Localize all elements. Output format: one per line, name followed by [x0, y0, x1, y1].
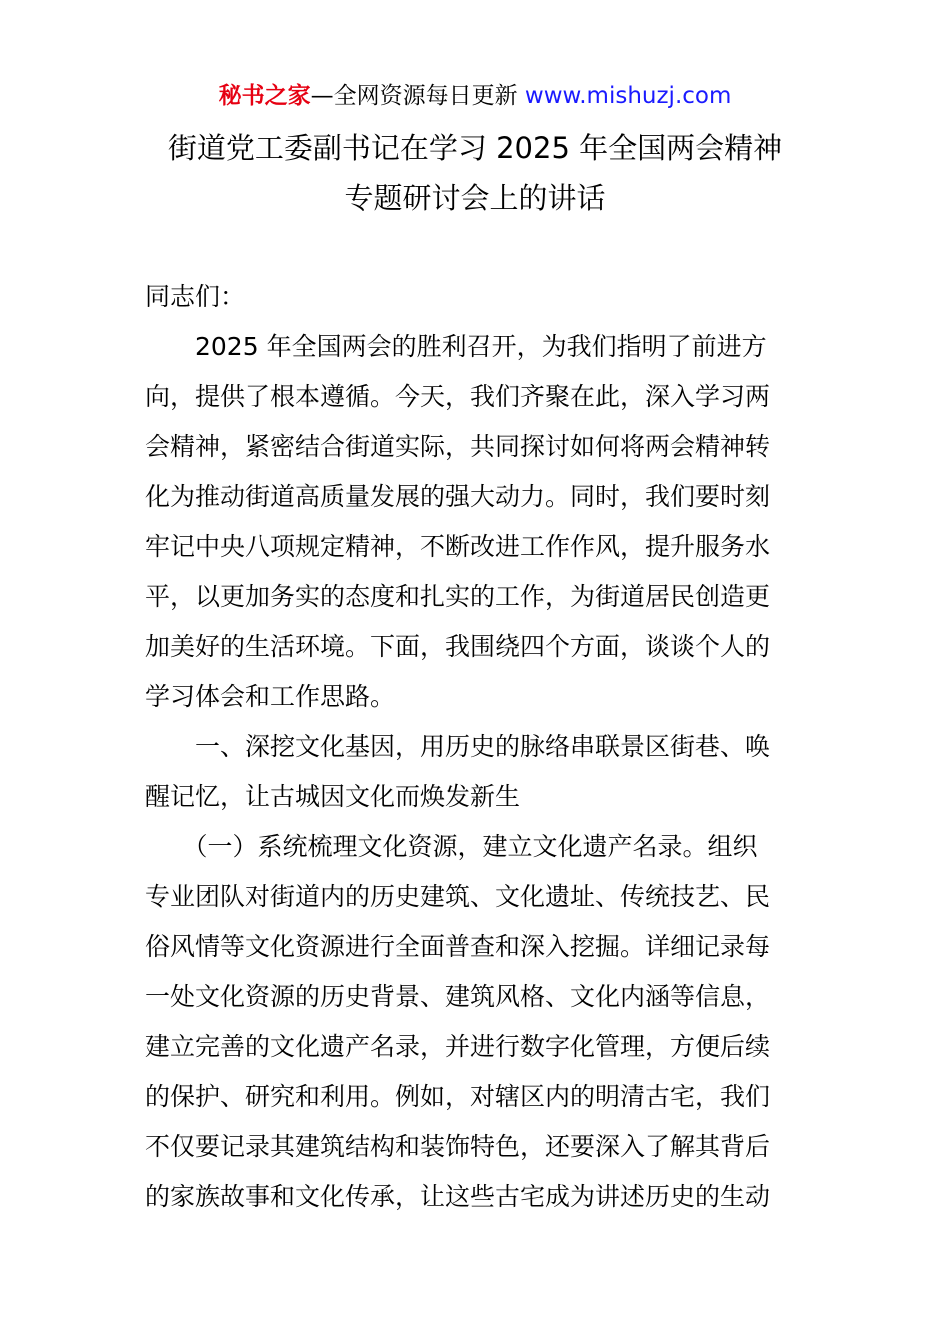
heading-line: 醒记忆，让古城因文化而焕发新生: [145, 782, 521, 811]
text-line: 平，以更加务实的态度和扎实的工作，为街道居民创造更: [145, 582, 771, 611]
heading-line: 一、深挖文化基因，用历史的脉络串联景区街巷、唤: [145, 732, 771, 761]
text-line: 不仅要记录其建筑结构和装饰特色，还要深入了解其背后: [145, 1132, 771, 1161]
site-tagline: —全网资源每日更新: [310, 83, 525, 109]
text-line: （一）系统梳理文化资源，建立文化遗产名录。组织: [145, 832, 758, 861]
text-line: 加美好的生活环境。下面，我围绕四个方面，谈谈个人的: [145, 632, 771, 661]
text-line: 学习体会和工作思路。: [145, 682, 396, 711]
text-line: 建立完善的文化遗产名录，并进行数字化管理，方便后续: [145, 1032, 771, 1061]
text-line: 会精神，紧密结合街道实际，共同探讨如何将两会精神转: [145, 432, 771, 461]
text-line: 一处文化资源的历史背景、建筑风格、文化内涵等信息，: [145, 982, 771, 1011]
paragraph-intro: [145, 322, 815, 722]
salutation-text: 同志们：: [145, 282, 246, 311]
site-url-link[interactable]: www.mishuzj.com: [524, 83, 732, 109]
salutation: [145, 272, 815, 322]
text-line: 的家族故事和文化传承，让这些古宅成为讲述历史的生动: [145, 1182, 771, 1211]
site-banner: [0, 80, 950, 112]
text-line: 俗风情等文化资源进行全面普查和深入挖掘。详细记录每: [145, 932, 771, 961]
text-line: 牢记中央八项规定精神，不断改进工作作风，提升服务水: [145, 532, 771, 561]
paragraph-subsection-1: [145, 822, 815, 1222]
document-title-line-2: 专题研讨会上的讲话: [344, 181, 606, 215]
section-heading-1: [145, 722, 815, 822]
text-line: 2025 年全国两会的胜利召开，为我们指明了前进方: [145, 332, 767, 361]
text-line: 化为推动街道高质量发展的强大动力。同时，我们要时刻: [145, 482, 771, 511]
document-title-line-1: 街道党工委副书记在学习 2025 年全国两会精神: [167, 131, 783, 165]
site-brand: 秘书之家: [218, 83, 311, 109]
text-line: 向，提供了根本遵循。今天，我们齐聚在此，深入学习两: [145, 382, 771, 411]
text-line: 专业团队对街道内的历史建筑、文化遗址、传统技艺、民: [145, 882, 771, 911]
text-line: 的保护、研究和利用。例如，对辖区内的明清古宅，我们: [145, 1082, 771, 1111]
